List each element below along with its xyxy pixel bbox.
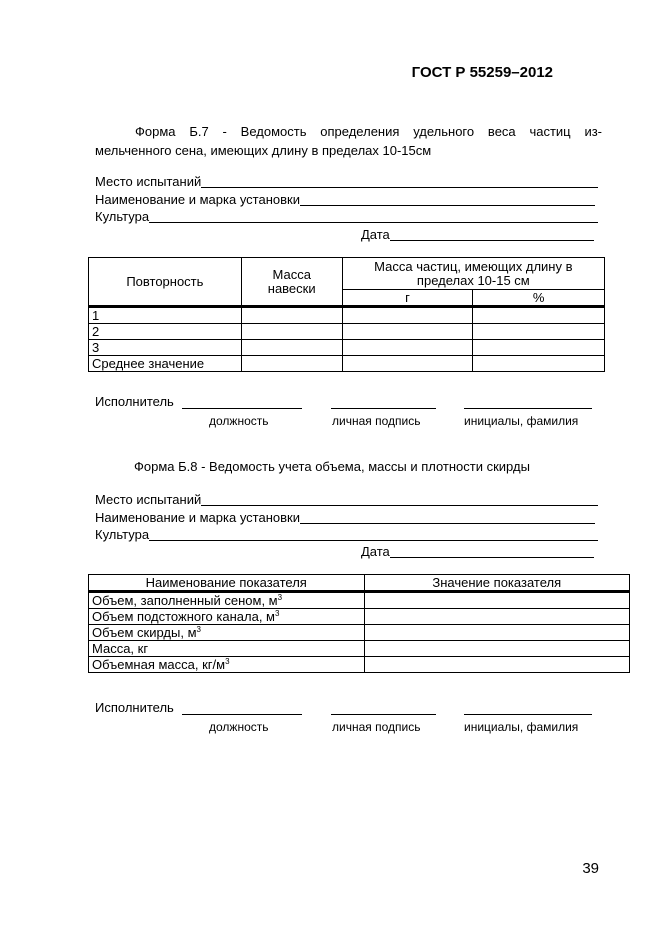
table-cell[interactable] [241, 307, 342, 324]
form7-position-caption: должность [209, 414, 269, 428]
form7-place-label: Место испытаний [95, 174, 202, 189]
form8-culture-line[interactable] [149, 526, 598, 541]
table-row [89, 340, 605, 356]
form7-installation-label: Наименование и марка установки [95, 192, 300, 207]
row-sup: 3 [274, 608, 280, 618]
form8-name-caption: инициалы, фамилия [464, 720, 579, 734]
standard-number: ГОСТ Р 55259–2012 [411, 64, 553, 81]
table-row [89, 592, 630, 609]
row-label [89, 625, 365, 641]
form8-installation-label: Наименование и марка установки [95, 510, 300, 525]
table-cell[interactable] [473, 307, 605, 324]
form8-culture-field [95, 525, 598, 543]
form7-col-mass: Масса навески [241, 258, 342, 307]
form8-signature-line[interactable] [331, 714, 436, 715]
table-row [89, 641, 630, 657]
form8-signature-caption: личная подпись [332, 720, 421, 734]
row-label [89, 657, 365, 673]
form7-col-particles: Масса частиц, имеющих длину в пределах 10-15 см [342, 258, 604, 290]
form7-col-repeat: Повторность [89, 258, 242, 307]
form7-position-line[interactable] [182, 408, 302, 409]
row-sup: 3 [277, 592, 283, 602]
table-row [89, 324, 605, 340]
table-row [89, 609, 630, 625]
form7-place-field [95, 172, 598, 190]
form7-heading-line1: Форма Б.7 - Ведомость определения удельного веса частиц из- [135, 124, 602, 139]
table-cell[interactable] [364, 657, 629, 673]
row-text: Объем, заполненный сеном, м [92, 592, 278, 608]
table-row [89, 307, 605, 324]
table-cell[interactable] [241, 340, 342, 356]
table-cell[interactable] [364, 609, 629, 625]
form7-date-line[interactable] [390, 226, 594, 241]
form8-name-line[interactable] [464, 714, 592, 715]
form7-culture-field [95, 207, 598, 225]
row-text: Объемная масса, кг/м [92, 656, 226, 672]
form8-installation-line[interactable] [300, 509, 595, 524]
table-cell[interactable] [342, 324, 473, 340]
form8-installation-field [95, 508, 595, 526]
form8-heading: Форма Б.8 - Ведомость учета объема, массы и плотности скирды [134, 459, 530, 474]
table-cell[interactable] [342, 356, 473, 372]
page-number: 39 [582, 860, 599, 877]
row-text: Объем скирды, м [92, 624, 197, 640]
form7-heading [95, 122, 602, 160]
form7-executor [95, 394, 605, 434]
form8-date-field [361, 542, 594, 560]
table-cell[interactable] [473, 356, 605, 372]
table-cell[interactable] [473, 324, 605, 340]
row-sup: 3 [225, 656, 230, 666]
row-label [89, 592, 365, 609]
form7-place-line[interactable] [201, 173, 598, 188]
form7-sub-g: г [342, 290, 473, 307]
row-label [89, 641, 365, 657]
table-row [89, 625, 630, 641]
row-label [89, 609, 365, 625]
form8-place-field [95, 490, 598, 508]
table-cell[interactable] [342, 307, 473, 324]
row-sup: 3 [196, 624, 201, 634]
row-text: Масса, кг [92, 640, 149, 656]
table-row [89, 657, 630, 673]
form7-signature-line[interactable] [331, 408, 436, 409]
form8-place-label: Место испытаний [95, 492, 202, 507]
table-cell[interactable] [342, 340, 473, 356]
form7-sub-pct: % [473, 290, 605, 307]
form7-table [88, 257, 605, 372]
form8-col-name: Наименование показателя [89, 575, 365, 592]
form8-table [88, 574, 630, 673]
row-label: 3 [89, 340, 242, 356]
table-cell[interactable] [473, 340, 605, 356]
form7-executor-label: Исполнитель [95, 394, 174, 409]
form8-place-line[interactable] [201, 491, 598, 506]
table-cell[interactable] [364, 641, 629, 657]
row-label: Среднее значение [89, 356, 242, 372]
form8-date-label: Дата [361, 544, 390, 559]
form7-name-line[interactable] [464, 408, 592, 409]
form7-name-caption: инициалы, фамилия [464, 414, 579, 428]
form7-signature-caption: личная подпись [332, 414, 421, 428]
table-cell[interactable] [364, 625, 629, 641]
form8-position-caption: должность [209, 720, 269, 734]
row-label: 1 [89, 307, 242, 324]
form8-culture-label: Культура [95, 527, 150, 542]
form7-date-field [361, 225, 594, 243]
form8-executor [95, 700, 605, 740]
form8-col-value: Значение показателя [364, 575, 629, 592]
form7-installation-field [95, 190, 595, 208]
table-row [89, 356, 605, 372]
form7-date-label: Дата [361, 227, 390, 242]
form7-culture-label: Культура [95, 209, 150, 224]
table-cell[interactable] [241, 356, 342, 372]
form8-position-line[interactable] [182, 714, 302, 715]
row-text: Объем подстожного канала, м [92, 608, 275, 624]
form7-heading-line2: мельченного сена, имеющих длину в пределах 10-15см [95, 143, 432, 158]
table-cell[interactable] [241, 324, 342, 340]
form8-executor-label: Исполнитель [95, 700, 174, 715]
table-cell[interactable] [364, 592, 629, 609]
row-label: 2 [89, 324, 242, 340]
form8-date-line[interactable] [390, 543, 594, 558]
form7-culture-line[interactable] [149, 208, 598, 223]
form7-installation-line[interactable] [300, 191, 595, 206]
